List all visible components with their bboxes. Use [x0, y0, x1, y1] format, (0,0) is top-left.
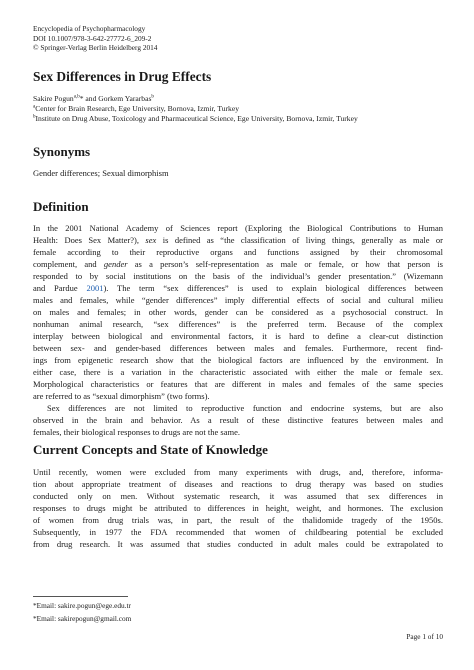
author-1-affiliation-mark: a,b — [73, 94, 80, 100]
citation-link-2001[interactable]: 2001 — [86, 283, 104, 293]
text-line: In the 2001 National Academy of Sciences report (Exploring the Biological Contributions to Human — [33, 223, 443, 233]
text-line: Morphological characteristics or features that are different in males and females of the same species — [33, 379, 443, 389]
publication-header — [33, 24, 157, 53]
text-line: responses to drugs might be attributed to differences in height, weight, and hormones. The exclusion — [33, 503, 443, 513]
author-block — [33, 94, 358, 124]
text-run: complement, and — [33, 259, 104, 269]
footnote-divider — [33, 596, 128, 597]
synonyms-heading: Synonyms — [33, 144, 91, 159]
author-line — [33, 94, 358, 104]
text-line: Sex differences are not limited to reproductive function and endocrine systems, but are also — [47, 403, 443, 413]
text-line — [33, 234, 443, 246]
affiliation-1-mark: a — [33, 104, 36, 110]
text-line: from drug research. It was assumed that studies conducted in adult males could be extrapolated to — [33, 539, 443, 549]
author-2-affiliation-mark: b — [151, 94, 154, 100]
text-line — [33, 258, 443, 270]
definition-paragraph-2 — [33, 402, 443, 438]
affiliation-1 — [33, 104, 358, 114]
text-run: as a person’s self-representation as male or female, or how that person is — [127, 259, 443, 269]
affiliation-1-text: Center for Brain Research, Ege University, Bornova, Izmir, Turkey — [35, 104, 239, 113]
text-line: males and females, while “gender differences” imply differential effects of social and cultural milieu — [33, 295, 443, 305]
footnote-email-2[interactable]: *Email: sakirepogun@gmail.com — [33, 614, 132, 623]
current-concepts-section — [33, 466, 443, 550]
term-sex: sex — [145, 235, 157, 245]
text-run: and Pardue — [33, 283, 87, 293]
text-line: tion about appropriate treatment of diseases and reactions to drug therapy was based on studies — [33, 479, 443, 489]
author-1: Sakire Pogun — [33, 94, 74, 103]
text-run: Health: Does Sex Matter?), — [33, 235, 146, 245]
affiliation-2-mark: b — [33, 114, 36, 120]
definition-section — [33, 222, 443, 438]
text-line: either case, there is a variation in the characteristic associated with either the male or female sex. — [33, 367, 443, 377]
copyright: © Springer-Verlag Berlin Heidelberg 2014 — [33, 43, 158, 53]
synonyms-text: Gender differences; Sexual dimorphism — [33, 168, 169, 178]
doi: DOI 10.1007/978-3-642-27772-6_209-2 — [33, 33, 152, 43]
text-run: is defined as “the classification of living things, generally as male or — [156, 235, 443, 245]
text-line: Subsequently, in 1977 the FDA recommended that women of childbearing potential be excluded — [33, 527, 443, 537]
text-line — [33, 282, 443, 294]
text-line: ings from epigenetic research show that the biological factors are influenced by the environment. In — [33, 355, 443, 365]
text-line: are referred to as “sexual dimorphism” (two forms). — [33, 391, 210, 401]
footnote-email-1[interactable]: *Email: sakire.pogun@ege.edu.tr — [33, 601, 131, 610]
text-line: responded to by social institutions on the basis of the individual’s gender presentation.” (Wizemann — [33, 271, 443, 281]
text-line: Until recently, women were excluded from many experiments with drugs, and, therefore, informa- — [33, 467, 443, 477]
text-line: conducted only on men. Without systematic research, it was assumed that sex differences in — [33, 491, 443, 501]
text-line: female according to their reproductive organs and functions assigned by their chromosomal — [33, 247, 443, 257]
current-concepts-heading: Current Concepts and State of Knowledge — [33, 442, 268, 457]
definition-heading: Definition — [33, 199, 89, 214]
book-title: Encyclopedia of Psychopharmacology — [33, 24, 146, 33]
term-gender: gender — [103, 259, 128, 269]
text-line: of women from drug trials was, in part, the result of the thalidomide tragedy of the 1950s. — [33, 515, 443, 525]
article-title: Sex Differences in Drug Effects — [33, 69, 212, 84]
text-line: females, their biological responses to drugs are not the same. — [33, 427, 241, 437]
affiliation-2 — [33, 114, 358, 124]
page-number: Page 1 of 10 — [406, 632, 443, 641]
text-line: observed in the brain and behavior. As a result of these distinctive features between males and — [33, 415, 443, 425]
text-run: ). The term “sex differences” is used to explain biological differences between — [103, 283, 443, 293]
text-line: on males and females; in other words, gender can be considered as a psychosocial construct. In — [33, 307, 443, 317]
text-line: between sex- and gender-based differences between males and females. Furthermore, recent find- — [33, 343, 443, 353]
text-line: interplay between biological and environmental factors, it is hard to define a clear-cut distinction — [33, 331, 443, 341]
definition-paragraph-1 — [33, 222, 443, 402]
text-line: nonhuman animal research, “sex differences” is the preferred term. Because of the complex — [33, 319, 443, 329]
affiliation-2-text: Institute on Drug Abuse, Toxicology and Pharmaceutical Science, Ege University, Bornova, Izmir, Turkey — [35, 114, 358, 123]
author-2: * and Gorkem Yararbas — [79, 94, 152, 103]
